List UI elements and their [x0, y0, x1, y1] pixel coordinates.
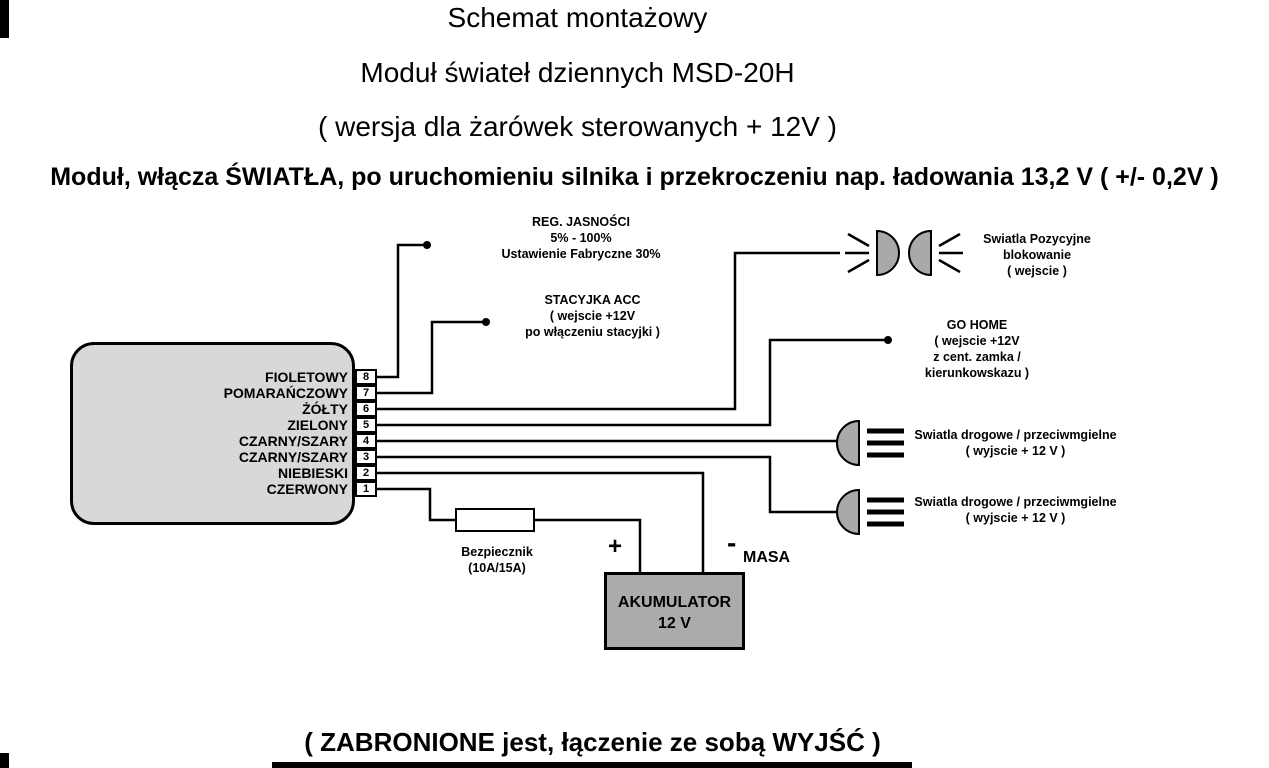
wire-fioletowy [377, 245, 427, 377]
masa-label: MASA [743, 549, 791, 566]
pin-number-box: 4 [355, 433, 377, 449]
diagram-subtitle-model: Moduł świateł dziennych MSD-20H [360, 57, 795, 88]
swiatla-drogowe-label-2 [903, 494, 1128, 526]
lamp-body-left [877, 231, 899, 275]
pin-number-box: 3 [355, 449, 377, 465]
lamp-body [837, 421, 859, 465]
position-lamp-icon [845, 231, 963, 275]
pin-wire-label: CZERWONY [266, 481, 348, 497]
label-line: 5% - 100% [550, 231, 612, 245]
fuse [455, 508, 535, 532]
pin-wire-label: CZARNY/SZARY [238, 449, 348, 465]
stacyjka-acc-label [500, 292, 685, 340]
pin-wire-label: FIOLETOWY [265, 369, 348, 385]
pin-number-box: 1 [355, 481, 377, 497]
pin-number-box: 8 [355, 369, 377, 385]
label-line: ( wyjscie + 12 V ) [965, 444, 1066, 458]
diagram-title: Schemat montażowy [447, 2, 708, 33]
pin-number-box: 5 [355, 417, 377, 433]
bezpiecznik-label [447, 544, 547, 576]
reg-jasnosci-label [483, 214, 679, 262]
battery [604, 572, 745, 650]
label-line: Swiatla drogowe / przeciwmgielne [914, 428, 1117, 442]
minus-terminal-sign: - [727, 527, 737, 558]
label-line: kierunkowskazu ) [924, 366, 1030, 380]
lamp-ray [848, 234, 869, 246]
pin-wire-label: CZARNY/SZARY [238, 433, 348, 449]
wire-pomaranczowy [377, 322, 486, 393]
label-line: ( wejscie ) [1007, 264, 1067, 278]
pin-number-box: 2 [355, 465, 377, 481]
lamp-body-right [909, 231, 931, 275]
lamp-body [837, 490, 859, 534]
terminal-dot [482, 318, 490, 326]
diagram-subtitle-version: ( wersja dla żarówek sterowanych + 12V ) [318, 111, 837, 142]
pin-number-box: 6 [355, 401, 377, 417]
wire-czarny-szary-3 [377, 457, 845, 512]
label-line: z cent. zamka / [933, 350, 1021, 364]
label-line: ( wyjscie + 12 V ) [965, 511, 1066, 525]
label-line: REG. JASNOŚCI [532, 215, 630, 229]
label-line: ( wejscie +12V [934, 334, 1020, 348]
fog-lamp-1-icon [837, 421, 904, 465]
pin-wire-label: ZIELONY [287, 417, 348, 433]
pin-wire-label: POMARAŃCZOWY [223, 385, 348, 401]
terminal-dot [423, 241, 431, 249]
operation-note: Moduł, włącza ŚWIATŁA, po uruchomieniu silnika i przekroczeniu nap. ładowania 13,2 V ( +/- 0,2V ) [50, 163, 1219, 191]
label-line: ( wejscie +12V [549, 309, 636, 323]
label-line: blokowanie [1002, 248, 1072, 262]
label-line: (10A/15A) [468, 561, 526, 575]
fog-lamp-2-icon [837, 490, 904, 534]
label-line: GO HOME [946, 318, 1008, 332]
label-line: po włączeniu stacyjki ) [525, 325, 660, 339]
swiatla-drogowe-label-1 [903, 427, 1128, 459]
terminal-dot [884, 336, 892, 344]
footer-warning: ( ZABRONIONE jest, łączenie ze sobą WYJŚĆ ) [304, 727, 881, 757]
pin-wire-label: ŻÓŁTY [302, 401, 348, 417]
plus-terminal-sign: + [608, 533, 623, 560]
battery-label-line: 12 V [658, 615, 691, 632]
pin-number-box: 7 [355, 385, 377, 401]
swiatla-pozycyjne-label [952, 231, 1122, 279]
lamp-ray [848, 260, 869, 272]
label-line: STACYJKA ACC [544, 293, 641, 307]
pin-wire-label: NIEBIESKI [277, 465, 348, 481]
go-home-label [897, 317, 1057, 381]
battery-label-line: AKUMULATOR [617, 594, 732, 611]
label-line: Swiatla drogowe / przeciwmgielne [914, 495, 1117, 509]
label-line: Ustawienie Fabryczne 30% [501, 247, 661, 261]
wire-zielony [377, 340, 888, 425]
label-line: Swiatla Pozycyjne [983, 232, 1091, 246]
label-line: Bezpiecznik [461, 545, 533, 559]
